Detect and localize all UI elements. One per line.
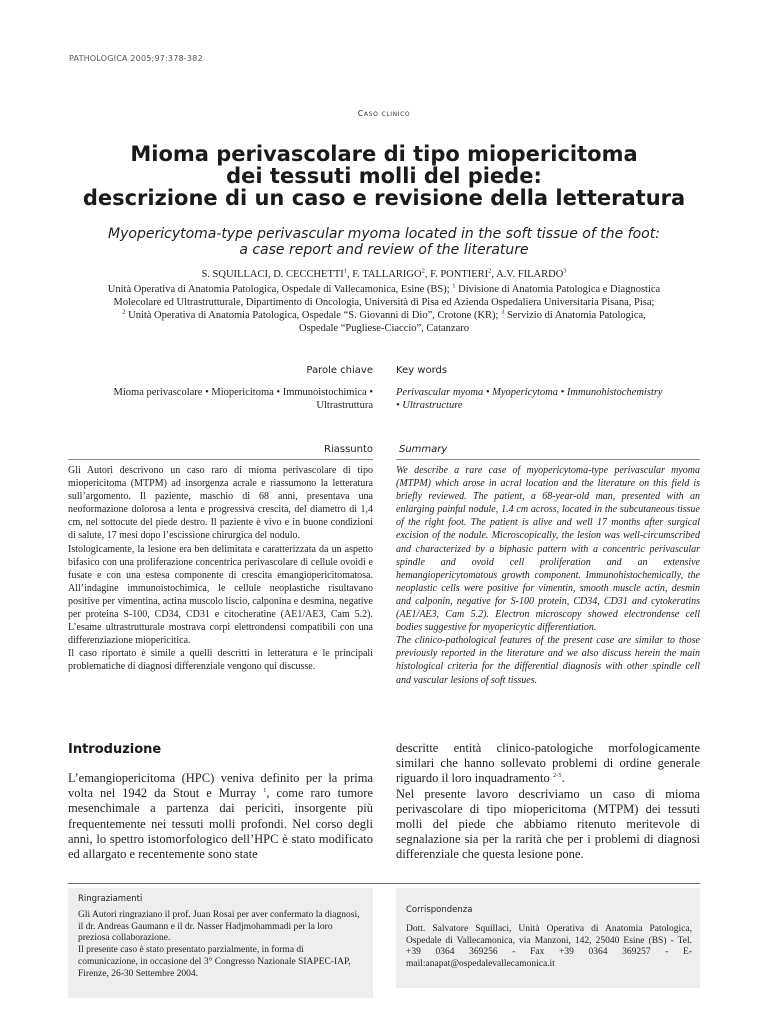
correspondence-box bbox=[396, 888, 700, 988]
title-italian bbox=[40, 143, 728, 209]
introduction-paragraph: descritte entità clinico-patologiche morfologicamente similari che hanno sollevato problemi di ordine generale riguardo il loro inquadramento $^{2-5}$. bbox=[396, 741, 700, 786]
introduction-left-column bbox=[68, 771, 373, 862]
riassunto-paragraph: Istologicamente, la lesione era ben delimitata e caratterizzata da un aspetto bifasico con una proliferazione concentrica perivascolare di cellule ovoidi e fusate e con una estesa componente di crescita emangiopericitomatosa. All’indagine immunoistochimica, le cellule neoplastiche risultavano positive per vimentina, actina muscolo liscio, calponina e desmina, negative per proteina S-100, CD34, CD31 e citocheratine (AE1/AE3, Cam 5.2). L’esame ultrastrutturale mostrava corpi elettrondensi compatibili con una differenziazione miopericitica. bbox=[68, 543, 373, 647]
summary-paragraph: The clinico-pathological features of the present case are similar to those previously reported in the literature and we also discuss herein the main histological criteria for the differential diagnosis with other spindle cell and vascular lesions of soft tissues. bbox=[396, 635, 700, 686]
acknowledgements-title: Ringraziamenti bbox=[78, 894, 143, 904]
acknowledgements-box bbox=[68, 888, 373, 998]
introduction-paragraph: Nel presente lavoro descriviamo un caso di mioma perivascolare di tipo miopericitoma (MTPM) dei tessuti molli del piede che abbiamo ritenuto meritevole di segnalazione sia per la rarità che per i problemi di diagnosi differenziale che questa lesione pone. bbox=[396, 786, 700, 862]
author-3: , F. PONTIERI bbox=[424, 269, 489, 280]
keywords-en-line-2: • Ultrastructure bbox=[396, 400, 463, 411]
author-4: , A.V. FILARDO bbox=[491, 269, 564, 280]
keywords-heading-it: Parole chiave bbox=[306, 365, 373, 376]
riassunto-body bbox=[68, 464, 373, 674]
abstract-divider-right bbox=[396, 459, 700, 460]
abstract-divider-left bbox=[68, 459, 373, 460]
correspondence-text: Dott. Salvatore Squillaci, Unità Operativa di Anatomia Patologica, Ospedale di Vallecamonica, via Manzoni, 142, 25040 Esine (BS) - Tel. +39 0364 369256 - Fax +39 0364 369257 - E-mail:anapat@ospedalevallecamonica.it bbox=[406, 924, 692, 970]
affiliation-line-1: Unità Operativa di Anatomia Patologica, Ospedale di Vallecamonica, Esine (BS); $^1$ Divisione di Anatomia Patologica e Diagnostica bbox=[107, 282, 661, 295]
author-1-affil: 1 bbox=[343, 267, 348, 275]
affiliation-line-3: $^2$ Unità Operativa di Anatomia Patologica, Ospedale “S. Giovanni di Dio”, Crotone (KR); $^3$ Servizio di Anatomia Patologica, bbox=[122, 308, 646, 321]
acknowledgements-paragraph: Gli Autori ringraziano il prof. Juan Rosai per aver confermato la diagnosi, il dr. Andreas Gaumann e il dr. Nasser Hadjmohammadi per la loro preziosa collaborazione. bbox=[78, 910, 360, 944]
keywords-it-line-2: Ultrastruttura bbox=[316, 400, 373, 411]
affiliations bbox=[60, 283, 708, 335]
article-type: Caso clinico bbox=[357, 109, 411, 118]
citation-ref: 2-5 bbox=[552, 772, 562, 780]
authors bbox=[40, 268, 728, 281]
introduction-paragraph: L’emangiopericitoma (HPC) veniva definito per la prima volta nel 1942 da Stout e Murray $^1$, come raro tumore mesenchimale a partenza dai periciti, insorgente più frequentemente nei tessuti molli profondi. Nel corso degli anni, lo spettro istomorfologico dell’HPC è stato modificato ed allargato e recentemente sono state bbox=[68, 771, 374, 862]
acknowledgements-paragraph: Il presente caso è stato presentato parzialmente, in forma di comunicazione, in occasione del 3° Congresso Nazionale SIAPEC-IAP, Firenze, 26-30 Settembre 2004. bbox=[78, 945, 351, 979]
title-english bbox=[40, 226, 728, 258]
introduction-right-column bbox=[396, 741, 700, 863]
author-1: S. SQUILLACI, D. CECCHETTI bbox=[201, 269, 344, 280]
author-3-affil: 2 bbox=[488, 267, 492, 275]
author-2: , F. TALLARIGO bbox=[347, 269, 422, 280]
author-4-affil: 3 bbox=[563, 267, 567, 275]
journal-reference: PATHOLOGICA 2005;97:378-382 bbox=[69, 54, 203, 63]
title-it-line-2: dei tessuti molli del piede: bbox=[226, 164, 542, 188]
riassunto-paragraph: Gli Autori descrivono un caso raro di mioma perivascolare di tipo miopericitoma (MTPM) ad insorgenza acrale e riassumono la letteratura sull’argomento. Il paziente, maschio di 68 anni, presentava una neoformazione dolorosa a lenta e progressiva crescita, del diametro di 1,4 cm, nel sottocute del piede destro. Il paziente è vivo e in buone condizioni di salute, 17 mesi dopo l’escissione chirurgica del nodulo. bbox=[68, 465, 373, 542]
keywords-en-line-1: Perivascular myoma • Myopericytoma • Immunohistochemistry bbox=[396, 387, 663, 398]
footer-divider bbox=[68, 883, 700, 884]
affiliation-line-4: Ospedale “Pugliese-Ciaccio”, Catanzaro bbox=[299, 323, 469, 334]
summary-paragraph: We describe a rare case of myopericytoma-type perivascular myoma (MTPM) which arose in acral location and the literature on this field is briefly reviewed. The patient, a 68-year-old man, presented with an enlarging painful nodule, 1.4 cm across, located in the subcutaneous tissue of the right foot. The patient is alive and well 17 months after surgical excision of the nodule. Microscopically, the lesion was well-circumscribed and characterized by a biphasic pattern with a concentric perivascular spindle and ovoid cell proliferation and an extensive hemangiopericytomatous growth component. Immunohistochemically, the neoplastic cells were positive for vimentin, smooth muscle actin, desmin and calponin, negative for S-100 protein, CD34, CD31 and cytokeratins (AE1/AE3, Cam 5.2). Electron microscopy showed electrondense cell bodies suggestive for myopericytic differentiation. bbox=[396, 465, 700, 634]
keywords-heading-en: Key words bbox=[396, 365, 448, 376]
summary-body bbox=[396, 464, 700, 687]
citation-ref: 1 bbox=[263, 787, 267, 795]
title-it-line-1: Mioma perivascolare di tipo miopericitoma bbox=[130, 142, 638, 166]
riassunto-paragraph: Il caso riportato è simile a quelli descritti in letteratura e le principali problematiche di diagnosi differenziale vengono qui discusse. bbox=[68, 648, 373, 673]
affiliation-line-2: Molecolare ed Ultrastrutturale, Dipartimento di Oncologia, Università di Pisa ed Azienda Ospedaliera Universitaria Pisana, Pisa; bbox=[113, 297, 655, 308]
author-2-affil: 2 bbox=[421, 267, 425, 275]
title-en-line-2: a case report and review of the literature bbox=[239, 242, 529, 258]
title-en-line-1: Myopericytoma-type perivascular myoma located in the soft tissue of the foot: bbox=[108, 226, 660, 242]
title-it-line-3: descrizione di un caso e revisione della letteratura bbox=[82, 186, 686, 210]
riassunto-heading: Riassunto bbox=[324, 444, 373, 455]
keywords-it-line-1: Mioma perivascolare • Miopericitoma • Immunoistochimica • bbox=[113, 387, 373, 398]
keywords-english bbox=[396, 386, 706, 412]
correspondence-title: Corrispondenza bbox=[406, 905, 473, 915]
keywords-italian bbox=[68, 386, 373, 412]
acknowledgements-text bbox=[78, 910, 361, 980]
introduction-heading: Introduzione bbox=[68, 742, 162, 757]
summary-heading: Summary bbox=[399, 444, 448, 455]
